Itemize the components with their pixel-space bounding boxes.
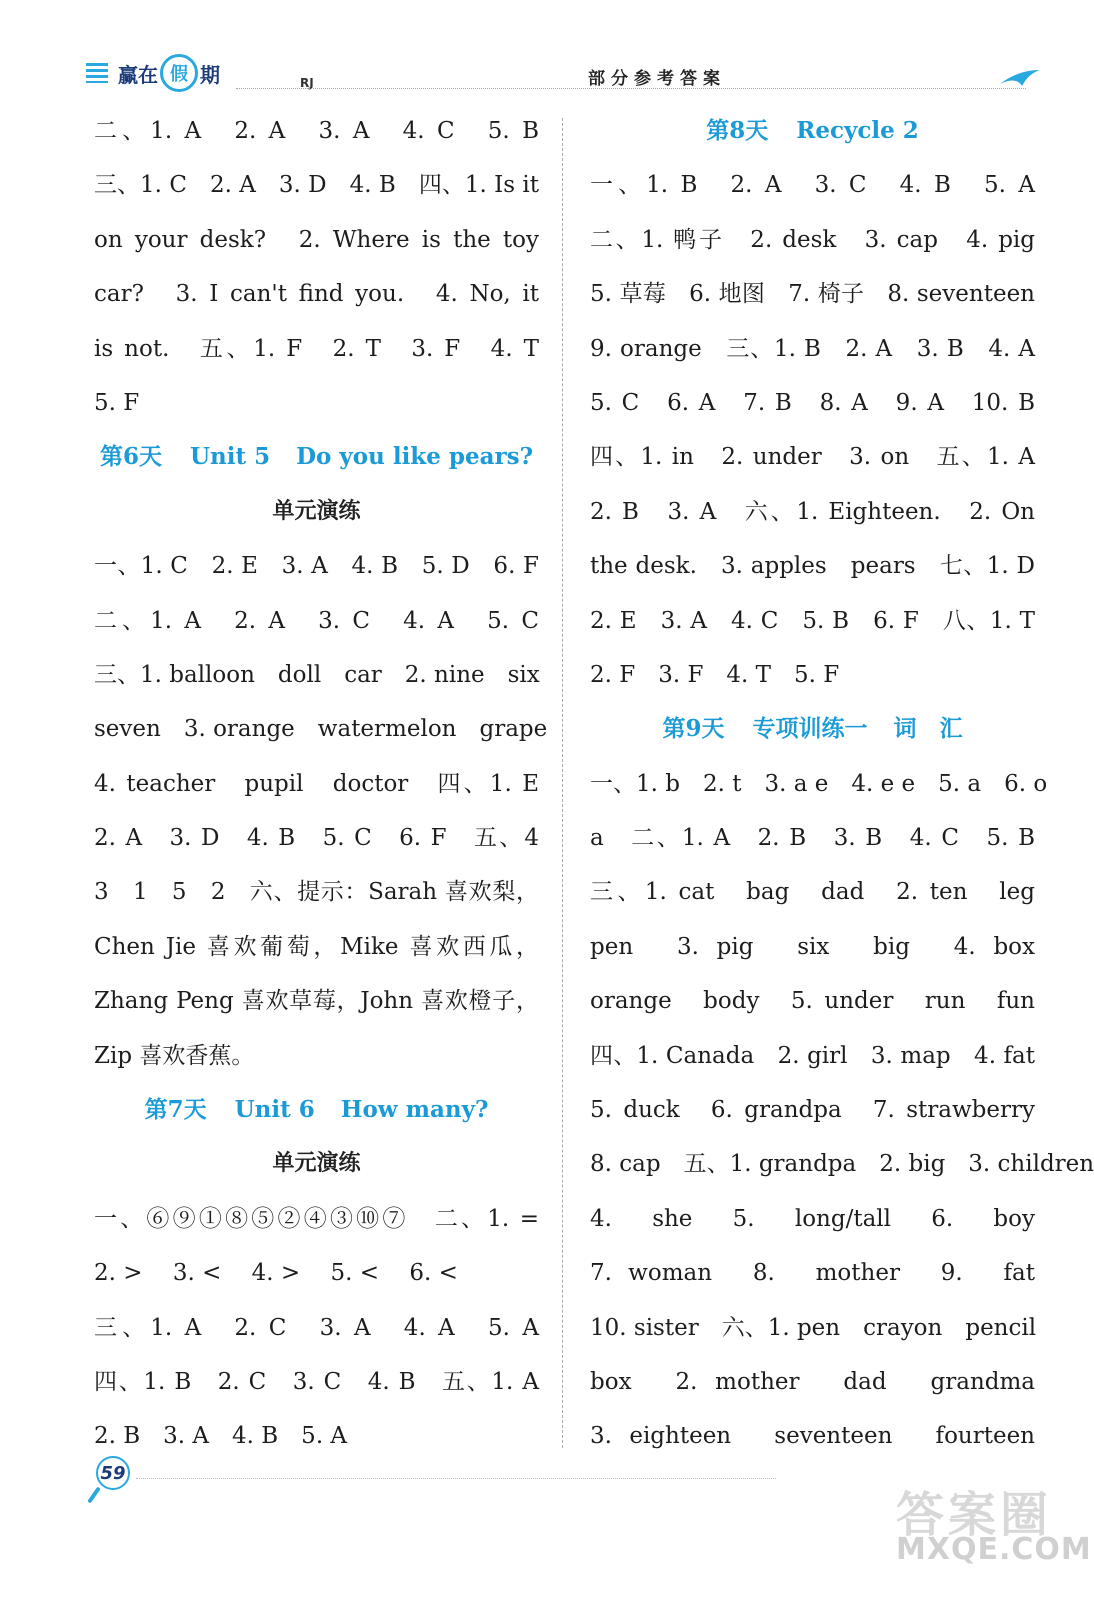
unit-label: Unit 5 <box>189 443 271 471</box>
right-column <box>590 104 1094 1464</box>
unit-label: Recycle 2 <box>796 117 919 144</box>
day-heading <box>590 104 1035 158</box>
edition-label: RJ <box>300 76 314 90</box>
answer-line: 二、1. 鸭子 2. desk 3. cap 4. pig <box>590 226 1035 253</box>
answer-line: 4. teacher pupil doctor 四、1. E <box>94 770 539 797</box>
header-title: 部分参考答案 <box>588 69 726 89</box>
answer-line: 7. woman 8. mother 9. fat <box>590 1260 1035 1287</box>
answer-line: box 2. mother dad grandma <box>590 1368 1035 1395</box>
page-number-ring-icon <box>96 1456 130 1490</box>
answer-line: Chen Jie 喜欢葡萄，Mike 喜欢西瓜， <box>94 933 539 960</box>
answer-line: 二、1. A 2. A 3. C 4. A 5. C <box>94 607 539 634</box>
answer-line: 三、1. C 2. A 3. D 4. B 四、1. Is it <box>94 172 539 199</box>
section-heading: 单元演练 <box>272 1151 361 1177</box>
answer-line: 5. 草莓 6. 地图 7. 椅子 8. seventeen <box>590 281 1035 308</box>
answer-line: is not. 五、1. F 2. T 3. F 4. T <box>94 335 539 362</box>
answer-line: pen 3. pig six big 4. box <box>590 933 1035 960</box>
answer-line: 二、1. A 2. A 3. A 4. C 5. B <box>94 118 539 144</box>
answer-line: 8. cap 五、1. grandpa 2. big 3. children <box>590 1151 1094 1178</box>
unit-title: Do you like pears? <box>296 443 534 471</box>
section-heading: 单元演练 <box>272 498 361 524</box>
answer-line: car? 3. I can't find you. 4. No, it <box>94 281 539 308</box>
answer-line: orange body 5. under run fun <box>590 988 1035 1015</box>
answer-line: Zip 喜欢香蕉。 <box>94 1042 255 1069</box>
book-logo <box>92 56 242 90</box>
swoosh-icon <box>998 66 1042 88</box>
unit-label: Unit 6 <box>234 1096 315 1124</box>
answer-line: 4. she 5. long/tall 6. boy <box>590 1205 1035 1232</box>
answer-line: Zhang Peng 喜欢草莓，John 喜欢橙子， <box>94 988 539 1015</box>
answer-line: 2. F 3. F 4. T 5. F <box>590 661 840 688</box>
logo-text-left: 赢在 <box>118 62 158 87</box>
answer-line: 3. eighteen seventeen fourteen <box>590 1423 1035 1450</box>
answer-line: 一、1. B 2. A 3. C 4. B 5. A <box>590 172 1035 199</box>
logo-stripe-icon <box>86 63 108 83</box>
answer-line: on your desk? 2. Where is the toy <box>94 226 539 253</box>
answer-line: 5. C 6. A 7. B 8. A 9. A 10. B <box>590 389 1035 416</box>
answer-line: a 二、1. A 2. B 3. B 4. C 5. B <box>590 825 1035 852</box>
day-label: 第7天 <box>144 1096 207 1124</box>
logo-text-right: 期 <box>200 62 220 87</box>
unit-title: How many? <box>340 1096 489 1124</box>
answer-line: 四、1. Canada 2. girl 3. map 4. fat <box>590 1042 1035 1069</box>
answer-line: 5. F <box>94 389 140 416</box>
answer-line: 三、1. balloon doll car 2. nine six <box>94 661 540 688</box>
answer-line: 10. sister 六、1. pen crayon pencil <box>590 1314 1037 1341</box>
answer-line: 9. orange 三、1. B 2. A 3. B 4. A <box>590 335 1035 362</box>
answer-line: 2. > 3. < 4. > 5. < 6. < <box>94 1260 458 1287</box>
watermark-logo: 答案圈 <box>896 1487 1053 1543</box>
answer-line: 一、1. C 2. E 3. A 4. B 5. D 6. F <box>94 553 539 580</box>
unit-title: 词 汇 <box>893 715 963 743</box>
unit-label: 专项训练一 <box>752 715 868 743</box>
day-label: 第6天 <box>99 443 162 471</box>
day-heading <box>590 702 1035 756</box>
answer-line: 三、1. A 2. C 3. A 4. A 5. A <box>94 1314 539 1341</box>
footer-rule <box>136 1478 776 1479</box>
column-divider <box>562 118 563 1448</box>
day-heading <box>94 430 539 484</box>
answer-line: 2. B 3. A 六、1. Eighteen. 2. On <box>590 498 1035 525</box>
page-number-text: 59 <box>100 1462 126 1484</box>
answer-line: 一、⑥⑨①⑧⑤②④③⑩⑦ 二、1. = <box>94 1205 539 1232</box>
watermark-url: MXQE.COM <box>896 1532 1092 1567</box>
day-heading <box>94 1083 539 1137</box>
day-label: 第9天 <box>662 715 725 743</box>
magnifier-icon: 假 <box>160 54 198 92</box>
answer-line: seven 3. orange watermelon grape <box>94 716 548 743</box>
page-number-handle-icon <box>87 1486 101 1503</box>
answer-line: 3 1 5 2 六、提示：Sarah 喜欢梨， <box>94 879 539 906</box>
answer-line: the desk. 3. apples pears 七、1. D <box>590 553 1035 580</box>
answer-line: 2. A 3. D 4. B 5. C 6. F 五、4 <box>94 825 539 852</box>
answer-line: 2. E 3. A 4. C 5. B 6. F 八、1. T <box>590 607 1035 634</box>
answer-line: 5. duck 6. grandpa 7. strawberry <box>590 1097 1035 1124</box>
day-label: 第8天 <box>706 117 769 144</box>
answer-line: 四、1. in 2. under 3. on 五、1. A <box>590 444 1035 471</box>
answer-line: 三、1. cat bag dad 2. ten leg <box>590 879 1035 906</box>
answer-line: 一、1. b 2. t 3. a e 4. e e 5. a 6. o <box>590 770 1048 797</box>
left-column <box>94 104 548 1464</box>
answer-line: 四、1. B 2. C 3. C 4. B 五、1. A <box>94 1368 539 1395</box>
answer-line: 2. B 3. A 4. B 5. A <box>94 1423 348 1450</box>
page-header <box>0 0 1089 110</box>
page-number <box>96 1456 130 1490</box>
